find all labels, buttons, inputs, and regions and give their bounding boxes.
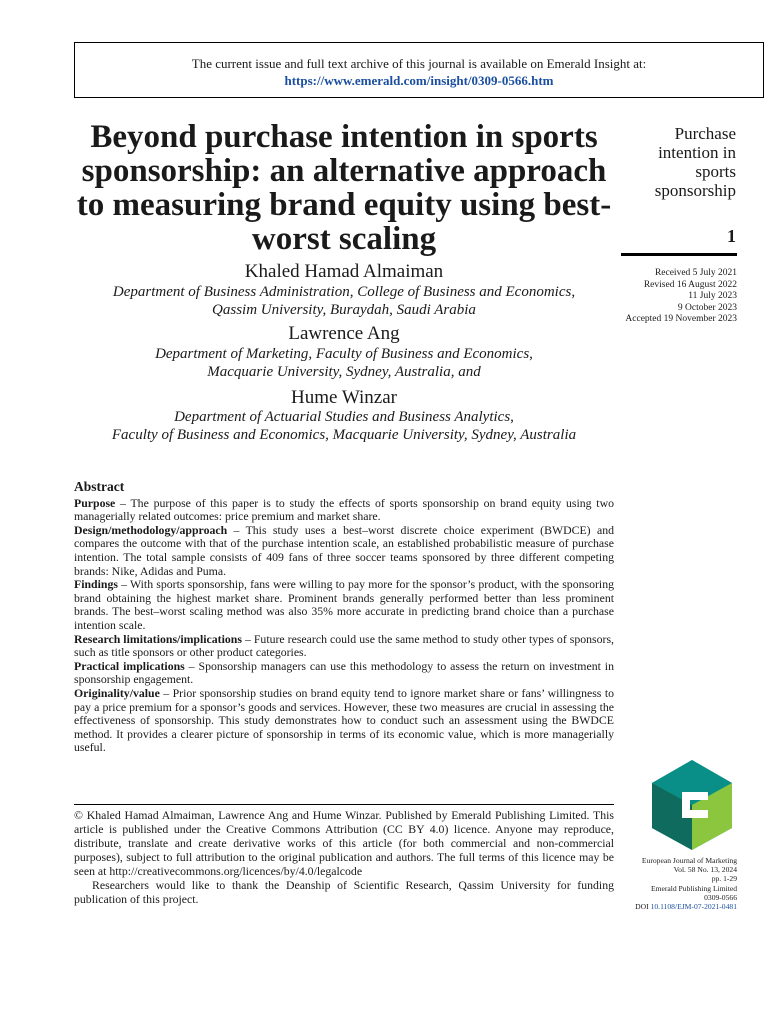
journal-issn: 0309-0566 xyxy=(704,892,737,902)
date-line: 9 October 2023 xyxy=(677,302,737,313)
section-label: Findings xyxy=(74,577,118,592)
section-text: – Future research could use the same method to study other types of sponsors, such as title sponsors or other product categories. xyxy=(74,631,614,660)
author-affiliation-1b: Qassim University, Buraydah, Saudi Arabia xyxy=(212,302,476,318)
section-label: Purpose xyxy=(74,495,116,510)
page-number: 1 xyxy=(727,226,736,246)
section-text: – Sponsorship managers can use this methodology to assess the return on investment in sponsorship engagement. xyxy=(74,658,614,687)
abstract-limitations xyxy=(74,633,614,660)
author-affiliation-3b: Faculty of Business and Economics, Macquarie University, Sydney, Australia xyxy=(111,427,577,443)
footer-divider xyxy=(74,804,614,805)
author-affiliation-2a: Department of Marketing, Faculty of Business and Economics, xyxy=(155,346,533,362)
doi-label: DOI xyxy=(635,902,649,912)
abstract-practical xyxy=(74,660,614,687)
abstract xyxy=(74,480,614,755)
section-text: – With sports sponsorship, fans were willing to pay more for the sponsor’s product, with the sponsoring brand obtaining the highest market share. Prominent brands generally performed better than less prominent brands. The best–worst scaling method was also 35% more accurate in predicting brand choice than a purchase intention scale. xyxy=(74,577,614,632)
author-affiliation-3a: Department of Actuarial Studies and Business Analytics, xyxy=(174,409,514,425)
section-text: – Prior sponsorship studies on brand equity tend to ignore market share or fans’ willingness to pay a price premium for a sponsor’s goods and services. However, these two measures are crucial in assessing the effectiveness of sponsorship. This study demonstrates how to conduct such an assessment using the BWDCE method. It provides a clearer picture of sponsorship in terms of its economic value, which is more managerially useful. xyxy=(74,685,614,755)
journal-name: European Journal of Marketing xyxy=(641,856,737,865)
copyright-notice: © Khaled Hamad Almaiman, Lawrence Ang and Hume Winzar. Published by Emerald Publishing Limited. This article is published under the Creative Commons Attribution (CC BY 4.0) licence. Anyone may reproduce, distribute, translate and create derivative works of this article (for both commercial and non-commercial purposes), subject to full attribution to the original publication and authors. The full terms of this licence may be seen at http://creativecommons.org/licences/by/4.0/legalcode xyxy=(74,808,614,878)
acknowledgement: Researchers would like to thank the Deanship of Scientific Research, Qassim University for funding publication of this project. xyxy=(74,878,614,906)
section-text: – This study uses a best–worst discrete choice experiment (BWDCE) and compares the outcome with that of the purchase intention scale, an established probabilistic measure of purchase intention. The total sample consists of 409 fans of three soccer teams sponsored by three different competing brands: Nike, Adidas and Puma. xyxy=(74,522,614,578)
journal-doi xyxy=(600,902,737,911)
section-text: – The purpose of this paper is to study the effects of sports sponsorship on brand equity using two managerially related outcomes: price premium and market share. xyxy=(74,495,614,524)
section-label: Originality/value xyxy=(74,685,160,700)
running-head-line: sponsorship xyxy=(654,181,736,200)
journal-availability-notice xyxy=(74,42,764,98)
journal-pages: pp. 1-29 xyxy=(711,874,737,884)
abstract-design xyxy=(74,524,614,578)
running-head-line: Purchase xyxy=(674,124,736,143)
running-head xyxy=(620,124,736,200)
abstract-purpose xyxy=(74,497,614,524)
abstract-heading: Abstract xyxy=(74,479,125,494)
date-line: 11 July 2023 xyxy=(688,291,737,301)
journal-url-link[interactable]: https://www.emerald.com/insight/0309-0566.htm xyxy=(284,73,554,88)
section-label: Design/methodology/approach xyxy=(74,522,228,537)
section-label: Practical implications xyxy=(74,658,185,673)
author-affiliation-1a: Department of Business Administration, College of Business and Economics, xyxy=(112,284,576,300)
article-title: Beyond purchase intention in sports sponsorship: an alternative approach to measuring brand equity using best-worst scaling xyxy=(76,119,612,257)
journal-volume: Vol. 58 No. 13, 2024 xyxy=(673,865,737,875)
date-line: Revised 16 August 2022 xyxy=(643,279,737,290)
abstract-findings xyxy=(74,578,614,632)
journal-info xyxy=(600,856,737,911)
author-name-2: Lawrence Ang xyxy=(288,323,400,344)
article-history-dates xyxy=(600,268,737,326)
margin-divider xyxy=(621,253,737,256)
running-head-line: intention in xyxy=(658,143,736,162)
running-head-line: sports xyxy=(695,162,736,181)
journal-publisher: Emerald Publishing Limited xyxy=(650,883,737,893)
doi-link[interactable]: 10.1108/EJM-07-2021-0481 xyxy=(650,902,737,912)
date-line: Accepted 19 November 2023 xyxy=(625,314,737,324)
abstract-originality xyxy=(74,687,614,755)
section-label: Research limitations/implications xyxy=(74,631,242,646)
author-affiliation-2b: Macquarie University, Sydney, Australia, and xyxy=(207,364,481,380)
date-line: Received 5 July 2021 xyxy=(654,268,737,278)
open-access-logo-icon xyxy=(646,758,738,850)
author-name-1: Khaled Hamad Almaiman xyxy=(244,261,444,282)
footnote xyxy=(74,808,614,906)
author-name-3: Hume Winzar xyxy=(291,387,397,408)
notice-text: The current issue and full text archive of this journal is available on Emerald Insight at: xyxy=(191,56,647,71)
